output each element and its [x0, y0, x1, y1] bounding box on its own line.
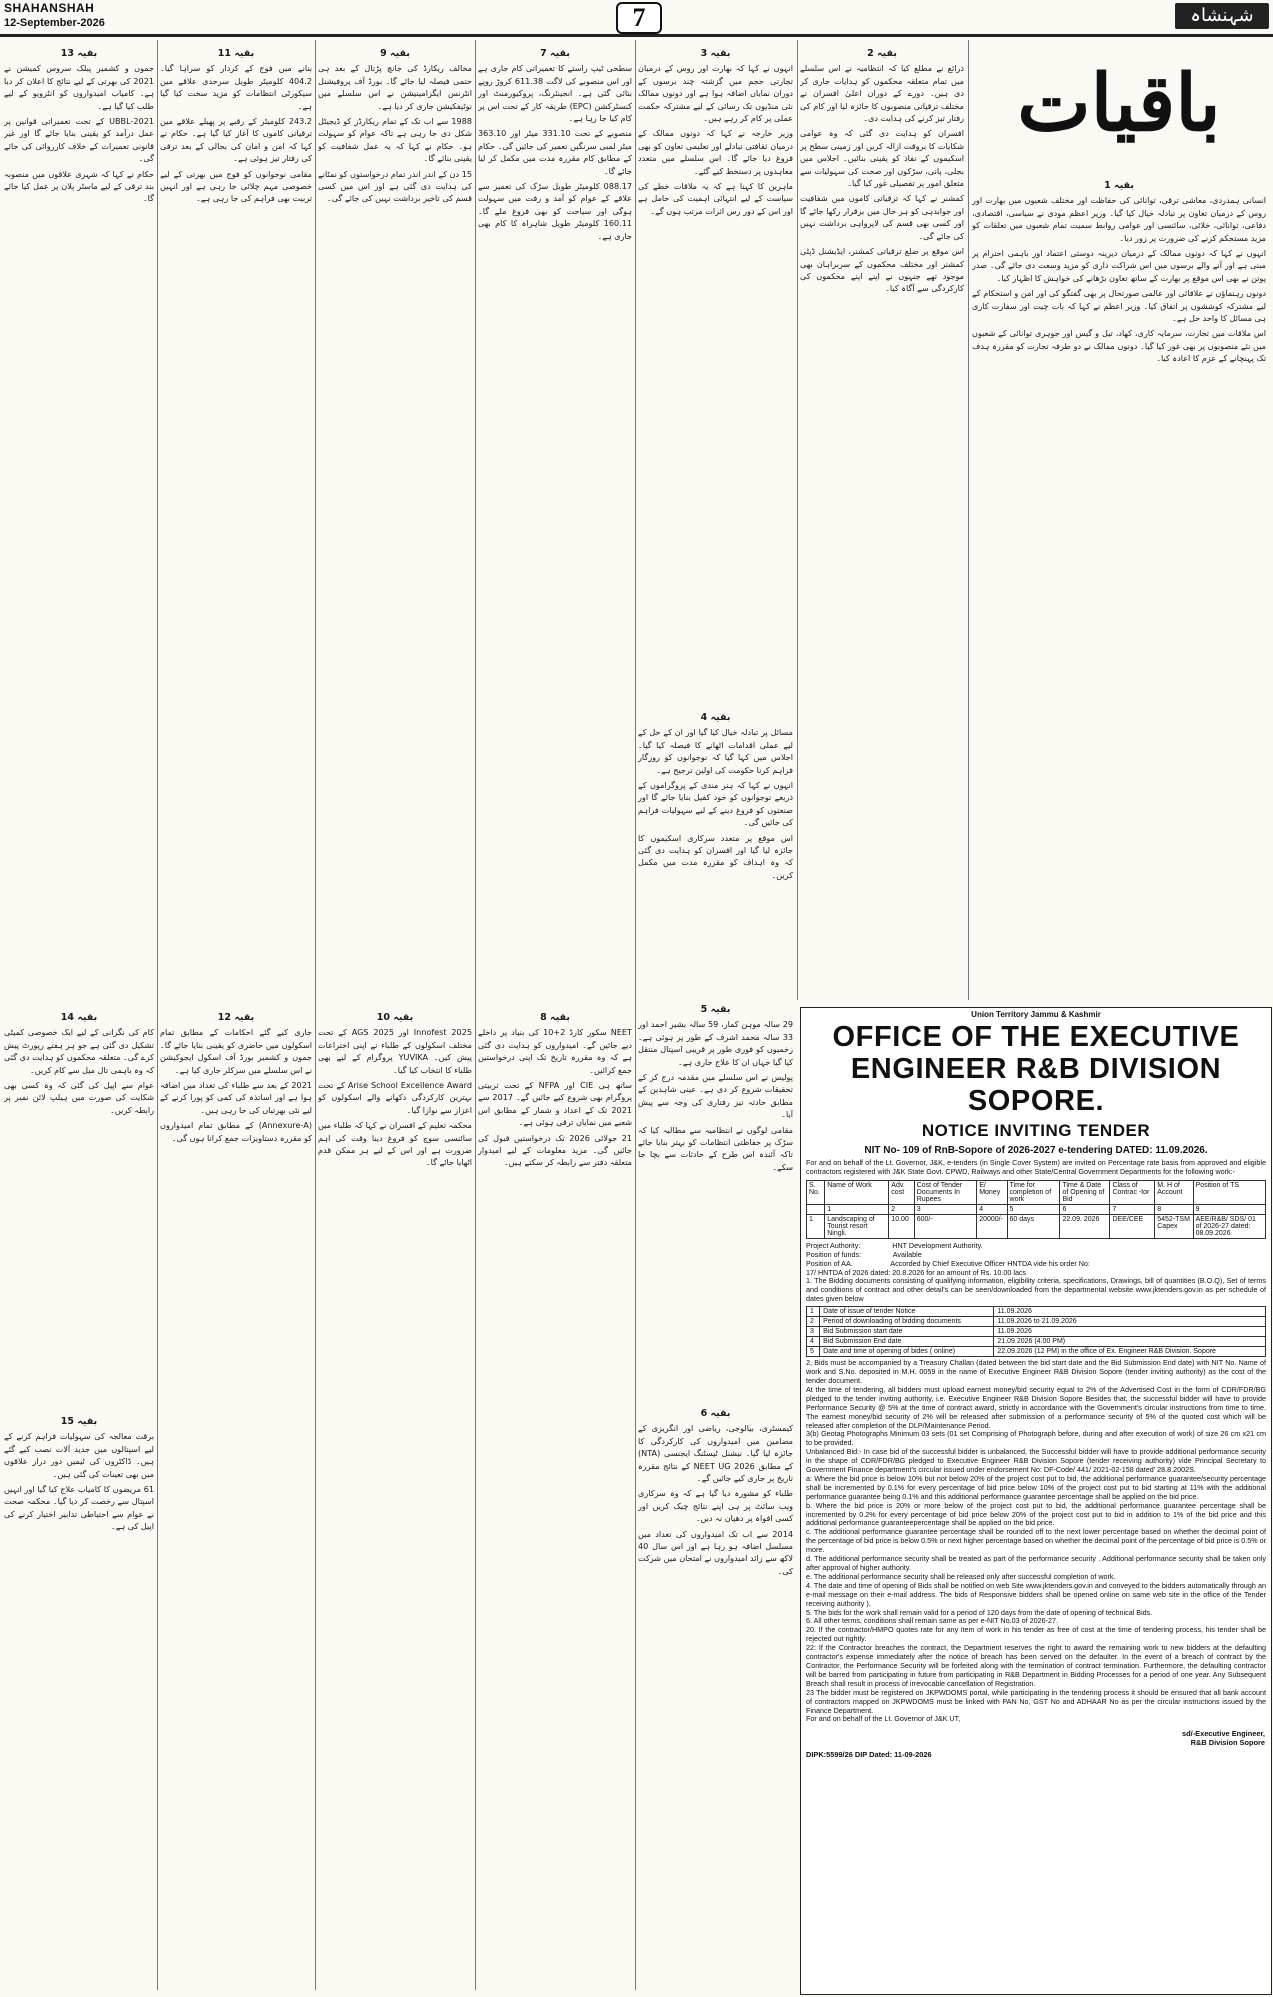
masthead [0, 0, 1273, 37]
column-divider [315, 40, 316, 1990]
article-paragraph: اس ملاقات میں تجارت، سرمایہ کاری، کھاد، تیل و گیس اور جوہری توانائی کے شعبوں میں نئے منصوبوں پر بھی غور کیا گیا۔ دونوں ممالک نے دو طرفہ تجارت کو مقررہ ہدف تک پہنچانے کے عزم کا اعادہ کیا۔ [972, 328, 1266, 364]
column-heading: بقیہ 2 [867, 48, 897, 59]
schedule-row [807, 1337, 1266, 1347]
article-paragraph: مخالف ریکارڈ کی جانچ پڑتال کے بعد ہی حتمی فیصلہ لیا جائے گا۔ بورڈ آف پروفیشنل انٹرنس ایگزامینیشن نے اس سلسلے میں نوٹیفکیشن جاری کر دیا ہے۔ [318, 63, 472, 111]
table-number-cell: 9 [1193, 1204, 1265, 1214]
article-paragraph: Arise School Excellence Award کے تحت بہترین کارکردگی دکھانے والے اسکولوں کو اعزاز سے نوازا گیا۔ [318, 1080, 472, 1115]
article-paragraph: حکام نے کہا کہ شہری علاقوں میں منصوبہ بند ترقی کے لیے ماسٹر پلان پر عمل کیا جائے گا۔ [4, 168, 154, 204]
schedule-cell: 3 [807, 1327, 820, 1337]
schedule-cell: Bid Submission start date [820, 1327, 994, 1337]
table-cell: 5452-TSM Capex [1155, 1214, 1193, 1238]
article-paragraph: مقامی نوجوانوں کو فوج میں بھرتی کے لیے خصوصی مہم چلائی جا رہی ہے اور انہیں تربیت بھی فراہم کی جا رہی ہے۔ [160, 168, 312, 204]
column-heading: بقیہ 3 [700, 48, 731, 59]
schedule-cell: 4 [807, 1337, 820, 1347]
column-9 [318, 44, 472, 1004]
signature-line-1: sd/-Executive Engineer, [1182, 1729, 1265, 1739]
article-paragraph: جاری کیے گئے احکامات کے مطابق تمام اسکولوں میں حاضری کو یقینی بنایا جائے گا۔ جموں و کشمیر بورڈ آف اسکول ایجوکیشن نے اس سلسلے میں سرکلر جاری کیا ہے۔ [160, 1027, 312, 1075]
section-title: باقیات [1017, 58, 1221, 149]
table-cell: 20000/- [977, 1214, 1007, 1238]
column-2 [800, 44, 964, 998]
schedule-cell: 2 [807, 1317, 820, 1327]
article-paragraph: عوام سے اپیل کی گئی کہ وہ کسی بھی شکایت کی صورت میں ہیلپ لائن نمبر پر رابطہ کریں۔ [4, 1080, 154, 1115]
article-paragraph: ساتھ ہی CIE اور NFPA کے تحت تربیتی پروگرام بھی شروع کیے جائیں گے۔ 2017 سے 2021 تک کے اعداد و شمار کے مطابق اس شعبے میں نمایاں ترقی ہوئی ہے۔ [478, 1080, 632, 1128]
project-line: Project Authority: HNT Development Authority. [806, 1240, 983, 1250]
schedule-cell: 22.09.2026 (12 PM) in the office of Ex. Engineer R&B Division. Sopore [994, 1347, 1266, 1357]
column-7 [478, 44, 632, 1004]
tender-condition: 3(b) Geotag Photographs Minimum 03 sets (01 set Comprising of Photograph before, during and after execution of work) of size 26 cm x21 cm to be provided. [806, 1429, 1266, 1448]
table-cell: Landscaping of Tourist resort Ningli. [825, 1214, 889, 1238]
article-paragraph: 2014 سے اب تک امیدواروں کی تعداد میں مسلسل اضافہ ہو رہا ہے اور اس سال 40 لاکھ سے زائد امیدواروں نے امتحان میں شرکت کی۔ [638, 1528, 793, 1576]
article-paragraph: بنانے میں فوج کے کردار کو سراہا گیا۔ 404.2 کلومیٹر طویل سرحدی علاقے میں سیکورٹی انتظامات کو مزید سخت کیا گیا ہے۔ [160, 63, 312, 111]
schedule-cell: Date and time of opening of bides ( online) [820, 1347, 994, 1357]
tender-signature [801, 1729, 1265, 1747]
column-heading: بقیہ 1 [1104, 180, 1134, 191]
tender-work-table [806, 1180, 1266, 1239]
page-number: 7 [616, 2, 662, 34]
schedule-cell: 21.09.2026 (4.00 PM) [994, 1337, 1266, 1347]
article-paragraph: افسران کو ہدایت دی گئی کہ وہ عوامی شکایات کا بروقت ازالہ کریں اور زمینی سطح پر اسکیموں کے نفاذ کو یقینی بنائیں۔ اجلاس میں بجلی، پانی، سڑکوں اور صحت کی سہولیات سے متعلق امور پر تفصیلی غور کیا گیا۔ [800, 128, 964, 189]
column-heading: بقیہ 10 [376, 1012, 414, 1023]
tender-condition: 22: If the Contractor breaches the contract, the Department reserves the right to award the remaining work to new bidders at the defaulting contractor's expense immediately after the notice of breach has been served on the defaulter. In the event of a breach of contract by the Contractor, the Performance Security will be forfeited along with the termination of contract termination. Furthermore, the defaulting contractor will be barred from participating in future from participating in R&B Department in Bidding Processes for a period of one year. Any Subsequent Breach shall result in process of irrevocable cancellation of Registration. [806, 1643, 1266, 1688]
tender-condition: b. Where the bid price is 20% or more below of the project cost put to bid, the additional performance guarantee percentage shall be incremented by 0.2% for every percentage of bid price below 20% of the project cost put to bid in addition to 1% of the bid price and this additional performance guaranteepercentage shall be applied on the bid price. [806, 1500, 1266, 1528]
newspaper-name: SHAHANSHAH [4, 1, 95, 15]
article-paragraph: 15 دن کے اندر اندر تمام درخواستوں کو نمٹانے کی ہدایت دی گئی ہے اور اس میں کسی قسم کی تاخیر برداشت نہیں کی جائے گی۔ [318, 168, 472, 204]
table-header-cell: Class of Contrac -tor [1110, 1180, 1155, 1204]
column-divider [157, 40, 158, 1990]
schedule-cell: 11.09.2026 [994, 1307, 1266, 1317]
column-divider [968, 40, 969, 1000]
column-heading: بقیہ 9 [380, 48, 410, 59]
signature-line-2: R&B Division Sopore [1190, 1738, 1265, 1748]
schedule-row [807, 1307, 1266, 1317]
table-cell: 600/- [914, 1214, 976, 1238]
article-paragraph: محکمہ تعلیم کے افسران نے کہا کہ طلباء میں سائنسی سوچ کو فروغ دینا وقت کی اہم ضرورت ہے اور اس کے لیے ہر ممکن قدم اٹھایا جائے گا۔ [318, 1120, 472, 1168]
column-heading: بقیہ 11 [217, 48, 255, 59]
schedule-row [807, 1317, 1266, 1327]
tender-notice-heading: NOTICE INVITING TENDER [921, 1121, 1151, 1140]
column-12 [160, 1008, 312, 1992]
column-heading: بقیہ 4 [700, 712, 731, 723]
column-11 [160, 44, 312, 1004]
article-paragraph: منصوبے کے تحت 331.10 میٹر اور 363.10 میٹر لمبی سرنگیں تعمیر کی جائیں گی۔ حکام کے مطابق کام مقررہ مدت میں مکمل کر لیا جائے گا۔ [478, 128, 632, 176]
article-paragraph: UBBL-2021 کے تحت تعمیراتی قوانین پر عمل درآمد کو یقینی بنایا جائے گا اور غیر قانونی تعمیرات کے خلاف کارروائی کی جائے گی۔ [4, 116, 154, 164]
schedule-cell: Period of downloading of bidding documents [820, 1317, 994, 1327]
table-header-cell: Position of TS [1193, 1180, 1265, 1204]
tender-condition: d. The additional performance security shall be treated as part of the performance security . Additional performance security shall be taken only after approval of higher authority. [806, 1554, 1266, 1572]
article-paragraph: 2021 کے بعد سے طلباء کی تعداد میں اضافہ ہوا ہے اور اساتذہ کی کمی کو پورا کرنے کے لیے نئی بھرتیاں کی جا رہی ہیں۔ [160, 1080, 312, 1115]
column-14 [4, 1008, 154, 1408]
column-4 [638, 708, 793, 998]
issue-date: 12-September-2026 [4, 17, 105, 29]
article-paragraph: طلباء کو مشورہ دیا گیا ہے کہ وہ سرکاری ویب سائٹ پر ہی اپنے نتائج چیک کریں اور کسی افواہ پر دھیان نہ دیں۔ [638, 1488, 793, 1524]
article-paragraph: جموں و کشمیر پبلک سروس کمیشن نے 2021 کی بھرتی کے لیے نتائج کا اعلان کر دیا ہے۔ کامیاب امیدواروں کو انٹرویو کے لیے طلب کیا گیا ہے۔ [4, 63, 154, 111]
table-number-cell: 4 [977, 1204, 1007, 1214]
table-number-cell: 3 [914, 1204, 976, 1214]
column-heading: بقیہ 7 [540, 48, 570, 59]
column-heading: بقیہ 13 [60, 48, 98, 59]
table-header-cell: Time & Date of Opening of Bid [1060, 1180, 1110, 1204]
article-paragraph: Innofest 2025 اور AGS 2025 کے تحت مختلف اسکولوں کے طلباء نے اپنی اختراعات پیش کیں۔ YUVIKA پروگرام کے لیے بھی طلباء کا انتخاب کیا گیا۔ [318, 1027, 472, 1075]
column-heading: بقیہ 6 [700, 1408, 731, 1419]
article-paragraph: 21 جولائی 2026 تک درخواستیں قبول کی جائیں گی۔ مزید معلومات کے لیے امیدوار متعلقہ دفتر سے رابطہ کر سکتے ہیں۔ [478, 1132, 632, 1168]
tender-condition: 5. The bids for the work shall remain valid for a period of 120 days from the date of opening of technical Bids. [806, 1607, 1153, 1617]
table-header-cell: S. No. [807, 1180, 825, 1204]
column-divider [635, 40, 636, 1990]
table-cell: 22.09. 2026 [1060, 1214, 1110, 1238]
article-paragraph: NEET سکور کارڈ 2+10 کی بنیاد پر داخلے دیے جائیں گے۔ امیدواروں کو ہدایت دی گئی ہے کہ وہ مقررہ تاریخ تک اپنی درخواستیں جمع کرائیں۔ [478, 1027, 632, 1075]
article-paragraph: انسانی ہمدردی، معاشی ترقی، توانائی کی حفاظت اور مختلف شعبوں میں بھارت اور روس کے درمیان تعاون پر تبادلہ خیال کیا گیا۔ وزیر اعظم مودی نے سیاسی، اقتصادی، دفاعی، توانائی، خلائی، سائنسی اور عوامی روابط سمیت تمام شعبوں میں تعلقات کو مزید مستحکم کرنے کی ضرورت پر زور دیا۔ [972, 195, 1266, 243]
schedule-cell: Bid Submission End date [820, 1337, 994, 1347]
column-3 [638, 44, 793, 704]
tender-condition: 4. The date and time of opening of Bids shall be notified on web Site www.jktenders.gov.in and conveyed to the bidders automatically through an e-mail message on their e-mail address. The bids of Responsive bidders shall be opened online on same web site in the office of the Tender receiving authority ). [806, 1580, 1266, 1608]
article-paragraph: مقامی لوگوں نے انتظامیہ سے مطالبہ کیا کہ سڑک پر حفاظتی انتظامات کو بہتر بنایا جائے تاکہ آئندہ اس طرح کے حادثات سے بچا جا سکے۔ [638, 1124, 793, 1172]
article-paragraph: برقت معالجہ کی سہولیات فراہم کرنے کے لیے اسپتالوں میں جدید آلات نصب کیے گئے ہیں۔ ڈاکٹروں کی ٹیمیں دور دراز علاقوں میں بھی تعینات کی گئی ہیں۔ [4, 1431, 154, 1479]
table-number-cell: 1 [825, 1204, 889, 1214]
tender-condition: e. The additional performance security shall be released only after successful completion of work. [806, 1571, 1116, 1581]
tender-conditions [801, 1359, 1271, 1724]
table-header-cell: M. H of Account [1155, 1180, 1193, 1204]
table-cell: 10.00 [889, 1214, 914, 1238]
tender-condition: 2, Bids must be accompanied by a Treasury Challan (dated between the bid start date and the Bid Submission End date) with NIT No. Name of work and S.No. deposited in M.H. 0059 in the name of Executive Engineer R&B Division Sopore (tender inviting authority) as the cost of the tender document. [806, 1358, 1266, 1385]
schedule-cell: 11.09.2026 [994, 1327, 1266, 1337]
table-cell: 1 [807, 1214, 825, 1238]
project-line: Position of funds: Available [806, 1249, 922, 1259]
table-number-cell: 8 [1155, 1204, 1193, 1214]
tender-bidding-intro: 1. The Bidding documents consisting of qualifying information, eligibility criteria, specifications, Drawings, bill of quantities (B.O.Q), Set of terms and conditions of contract and other detail's can be seen/downloaded from the departmental website www.jktenders.gov.in as per schedule of dates given below [806, 1276, 1266, 1304]
column-heading: بقیہ 5 [700, 1004, 731, 1015]
article-paragraph: وزیر خارجہ نے کہا کہ دونوں ممالک کے درمیان ثقافتی تبادلے اور تعلیمی تعاون کو بھی فروغ دیا جائے گا۔ اس سلسلے میں متعدد معاہدوں پر دستخط کیے گئے۔ [638, 128, 793, 176]
article-paragraph: کام کی نگرانی کے لیے ایک خصوصی کمیٹی تشکیل دی گئی ہے جو ہر ہفتے رپورٹ پیش کرے گی۔ متعلقہ محکموں کو ہدایت دی گئی کہ وہ باہمی تال میل سے کام کریں۔ [4, 1027, 154, 1075]
column-5 [638, 1000, 793, 1400]
tender-ut: Union Territory Jammu & Kashmir [971, 1010, 1101, 1019]
table-number-cell [807, 1204, 825, 1214]
table-cell: AEE/R&B/ SDS/ 01 of 2026-27 dated: 08.09.2026 [1193, 1214, 1265, 1238]
article-paragraph: 29 سالہ موہن کمار، 59 سالہ بشیر احمد اور 33 سالہ محمد اشرف کے طور پر ہوئی ہے۔ زخمیوں کو فوری طور پر قریبی اسپتال منتقل کیا گیا جہاں ان کا علاج جاری ہے۔ [638, 1019, 793, 1067]
tender-condition: c. The additional performance guarantee percentage shall be rounded off to the next lower percentage based on whether the decimal point of the percentage of bid price is below 0.5% or next higher percentage based on whether the decimal point of the percentage of bid price is 0.5% or more. [806, 1527, 1266, 1555]
column-divider [797, 40, 798, 1000]
table-header-cell: Adv. cost [889, 1180, 914, 1204]
table-header-cell: E/ Money [977, 1180, 1007, 1204]
article-paragraph: (Annexure-A) کے مطابق تمام امیدواروں کو مقررہ دستاویزات جمع کرانا ہوں گی۔ [160, 1120, 312, 1143]
schedule-cell: Date of issue of tender Notice [820, 1307, 994, 1317]
column-heading: بقیہ 12 [217, 1012, 255, 1023]
table-number-cell: 5 [1007, 1204, 1060, 1214]
tender-condition: 20. If the contractor/HMPO quotes rate for any item of work in his tender as free of cost at the time of tendering process, his tender shall be rejected out rightly. [806, 1625, 1266, 1644]
table-cell: DEE/CEE [1110, 1214, 1155, 1238]
tender-schedule-table [806, 1306, 1266, 1357]
tender-condition: For and on behalf of the Lt. Governor of J&K UT, [806, 1714, 961, 1724]
article-paragraph: اس موقع پر ضلع ترقیاتی کمشنر، ایڈیشنل ڈپٹی کمشنر اور مختلف محکموں کے سربراہان بھی موجود تھے جنہوں نے اپنے اپنے محکموں کی کارکردگی سے آگاہ کیا۔ [800, 246, 964, 294]
article-paragraph: ماہرین کا کہنا ہے کہ یہ ملاقات خطے کی سیاست کے لیے انتہائی اہمیت کی حامل ہے اور اس کے دور رس اثرات مرتب ہوں گے۔ [638, 181, 793, 216]
table-header-cell: Name of Work [825, 1180, 889, 1204]
tender-nit-number: NIT No- 109 of RnB-Sopore of 2026-2027 e-tendering DATED: 11.09.2026. [864, 1145, 1208, 1156]
column-10 [318, 1008, 472, 1992]
column-1 [972, 176, 1266, 998]
article-paragraph: 1988 سے اب تک کے تمام ریکارڈز کو ڈیجیٹل شکل دی جا رہی ہے تاکہ عوام کو سہولت ہو۔ حکام نے کہا کہ یہ عمل شفافیت کو یقینی بنائے گا۔ [318, 116, 472, 164]
column-15 [4, 1412, 154, 1992]
tender-condition: At the time of tendering, all bidders must upload earnest money/bid security equal to 2% of the Advertised Cost in the form of CDR/FDR/BG pledged to the tender inviting authority, i.e. Executive Engineer R&B Division Sopore Besides that, the successful bidder will have to provide Performance Security @ 5% at the time of contract award, strictly in accordance with the Government's circular instructions from time to time. The earnest money/bid security of 2% will be released after submission of a performance security of 5% of the quoted cost which will be released after completion of the DLP/Maintenance Period. [806, 1384, 1266, 1430]
article-paragraph: انہوں نے کہا کہ دونوں ممالک کے درمیان دیرینہ دوستی اعتماد اور باہمی احترام پر مبنی ہے اور آنے والے برسوں میں اس شراکت داری کو مزید وسعت دی جائے گی۔ صدر پوتن نے بھی اس موقع پر بھارت کے ساتھ تعاون بڑھانے کی خواہش کا اظہار کیا۔ [972, 248, 1266, 283]
article-paragraph: مسائل پر تبادلہ خیال کیا گیا اور ان کے حل کے لیے عملی اقدامات اٹھانے کا فیصلہ کیا گیا۔ اجلاس میں کہا گیا کہ نوجوانوں کو روزگار فراہم کرنا حکومت کی اولین ترجیح ہے۔ [638, 727, 793, 775]
article-paragraph: کمشنر نے کہا کہ ترقیاتی کاموں میں شفافیت اور جوابدہی کو ہر حال میں برقرار رکھا جائے گا اور کسی بھی قسم کی لاپرواہی برداشت نہیں کی جائے گی۔ [800, 193, 964, 241]
schedule-cell: 1 [807, 1307, 820, 1317]
tender-condition: Unbalanced Bid:- In case bid of the successful bidder is unbalanced, the Successful bidder will have to provide additional performance security in the shape of CDR/FDR/BG pledged to Executive Engineer R&B Division Sopore (tender receiving authority) vide Principal Secretary to Government Finance department's circular issued under endorsement No: DF-Code/ 441/ 2021-02-158 dated' 28.8.2002S. [806, 1447, 1266, 1475]
column-heading: بقیہ 14 [60, 1012, 98, 1023]
schedule-row [807, 1327, 1266, 1337]
tender-notice [800, 1007, 1272, 1995]
schedule-row [807, 1347, 1266, 1357]
article-paragraph: اس موقع پر متعدد سرکاری اسکیموں کا جائزہ لیا گیا اور افسران کو ہدایت دی گئی کہ وہ اہداف کو مقررہ مدت میں مکمل کریں۔ [638, 832, 793, 880]
tender-intro: For and on behalf of the Lt. Governor, J&K, e-tenders (in Single Cover System) are invited on Percentage rate basis from approved and eligible contractors registered with J&K State Govt. CPWD, Railways and other State/Central Government Departments for the following work:- [806, 1158, 1266, 1176]
table-number-cell: 6 [1060, 1204, 1110, 1214]
table-number-cell: 7 [1110, 1204, 1155, 1214]
column-divider [475, 40, 476, 1990]
tender-condition: 23 The bidder must be registered on JKPWDOMS portal, while participating in the tendering process it should be ensured that all bank account of contractors mapped on JKPWDOMS must be linked with PAN No, GST No and ADHAAR No as per the circular instructions issued by the Finance Department. [806, 1687, 1266, 1715]
article-paragraph: 088.17 کلومیٹر طویل سڑک کی تعمیر سے علاقے کے عوام کو آمد و رفت میں سہولت ہوگی اور سیاحت کو بھی فروغ ملے گا۔ 160.11 کلومیٹر طویل شاہراہ کا کام بھی جاری ہے۔ [478, 181, 632, 241]
table-number-cell: 2 [889, 1204, 914, 1214]
table-cell: 60 days [1007, 1214, 1060, 1238]
article-paragraph: انہوں نے کہا کہ بھارت اور روس کے درمیان تجارتی حجم میں گزشتہ چند برسوں کے دوران نمایاں اضافہ ہوا ہے اور دونوں ممالک نئی منڈیوں تک رسائی کے لیے مشترکہ حکمت عملی پر کام کر رہے ہیں۔ [638, 63, 793, 124]
masthead-left [4, 1, 105, 31]
column-heading: بقیہ 8 [540, 1012, 570, 1023]
tender-project-details [801, 1242, 1271, 1278]
column-heading: بقیہ 15 [60, 1416, 98, 1427]
schedule-cell: 5 [807, 1347, 820, 1357]
article-paragraph: پولیس نے اس سلسلے میں مقدمہ درج کر کے تحقیقات شروع کر دی ہے۔ عینی شاہدین کے مطابق حادثہ تیز رفتاری کی وجہ سے پیش آیا۔ [638, 1072, 793, 1120]
article-paragraph: ذرائع نے مطلع کیا کہ انتظامیہ نے اس سلسلے میں تمام متعلقہ محکموں کو ہدایات جاری کر دی ہیں۔ دورے کے دوران اعلیٰ افسران نے مختلف ترقیاتی منصوبوں کا جائزہ لیا اور کام کی رفتار تیز کرنے کی ہدایت دی۔ [800, 63, 964, 124]
newspaper-logo: شہنشاہ [1175, 3, 1269, 29]
article-paragraph: انہوں نے کہا کہ ہنر مندی کے پروگراموں کے ذریعے نوجوانوں کو خود کفیل بنایا جائے گا اور صنعتوں کو فروغ دینے کے لیے سہولیات فراہم کی جائیں گی۔ [638, 780, 793, 828]
project-line: 17/ HNTDA of 2026 dated: 20.8.2026 for an amount of Rs. 10.00 lacs [806, 1267, 1027, 1277]
tender-dipk: DIPK:5599/26 DIP Dated: 11-09-2026 [806, 1750, 932, 1760]
project-line: Position of AA. Accorded by Chief Executive Officer HNTDA vide his order No: [806, 1258, 1090, 1268]
table-header-cell: Time for completion of work [1007, 1180, 1060, 1204]
tender-office-title: OFFICE OF THE EXECUTIVE ENGINEER R&B DIVISION SOPORE. [832, 1021, 1240, 1117]
table-header-cell: Cost of Tender Documents In Rupees [914, 1180, 976, 1204]
article-paragraph: 243.2 کلومیٹر کے رقبے پر پھیلے علاقے میں ترقیاتی کاموں کا آغاز کیا گیا ہے۔ حکام نے کہا کہ امن و امان کی بحالی کے بعد ترقی کی رفتار تیز ہوئی ہے۔ [160, 116, 312, 164]
column-13 [4, 44, 154, 1004]
article-paragraph: دونوں رہنماؤں نے علاقائی اور عالمی صورتحال پر بھی گفتگو کی اور امن و استحکام کے لیے مشترکہ کوششوں پر اتفاق کیا۔ وزیر اعظم نے کہا کہ بات چیت اور سفارت کاری ہی مسائل کا واحد حل ہے۔ [972, 288, 1266, 324]
tender-condition: a: Where the bid price is below 10% but not below 20% of the project cost put to bid, the additional performance guarantee/security percentage shall be incremented by 0.1% for every percentage of bid price below 10% of the project cost put to bid starting at 11% with the additional performance guarantee being 0.1% and this additional performance guarantee percentage shall be applied on the bid price. [806, 1473, 1266, 1501]
column-8 [478, 1008, 632, 1992]
schedule-cell: 11.09.2026 to 21.09.2026 [994, 1317, 1266, 1327]
article-paragraph: سطحی ٹیپ راستے کا تعمیراتی کام جاری ہے اور اس منصوبے کی لاگت 611.38 کروڑ روپے بتائی گئی ہے۔ انجینئرنگ، پروکیورمنٹ اور کنسٹرکشن (EPC) طریقہ کار کے تحت اس پر کام کیا جا رہا ہے۔ [478, 63, 632, 124]
tender-condition: 6. All other terms, conditions shall remain same as per e-NIT No.03 of 2026-27. [806, 1616, 1058, 1626]
column-6 [638, 1404, 793, 1992]
article-paragraph: 61 مریضوں کا کامیاب علاج کیا گیا اور انہیں اسپتال سے رخصت کر دیا گیا۔ محکمہ صحت نے عوام سے احتیاطی تدابیر اختیار کرنے کی اپیل کی ہے۔ [4, 1484, 154, 1532]
article-paragraph: کیمسٹری، بیالوجی، ریاضی اور انگریزی کے مضامین میں امیدواروں کی کارکردگی کا جائزہ لیا گیا۔ نیشنل ٹیسٹنگ ایجنسی (NTA) کے مطابق NEET UG 2026 کے نتائج مقررہ تاریخ پر جاری کیے جائیں گے۔ [638, 1423, 793, 1484]
